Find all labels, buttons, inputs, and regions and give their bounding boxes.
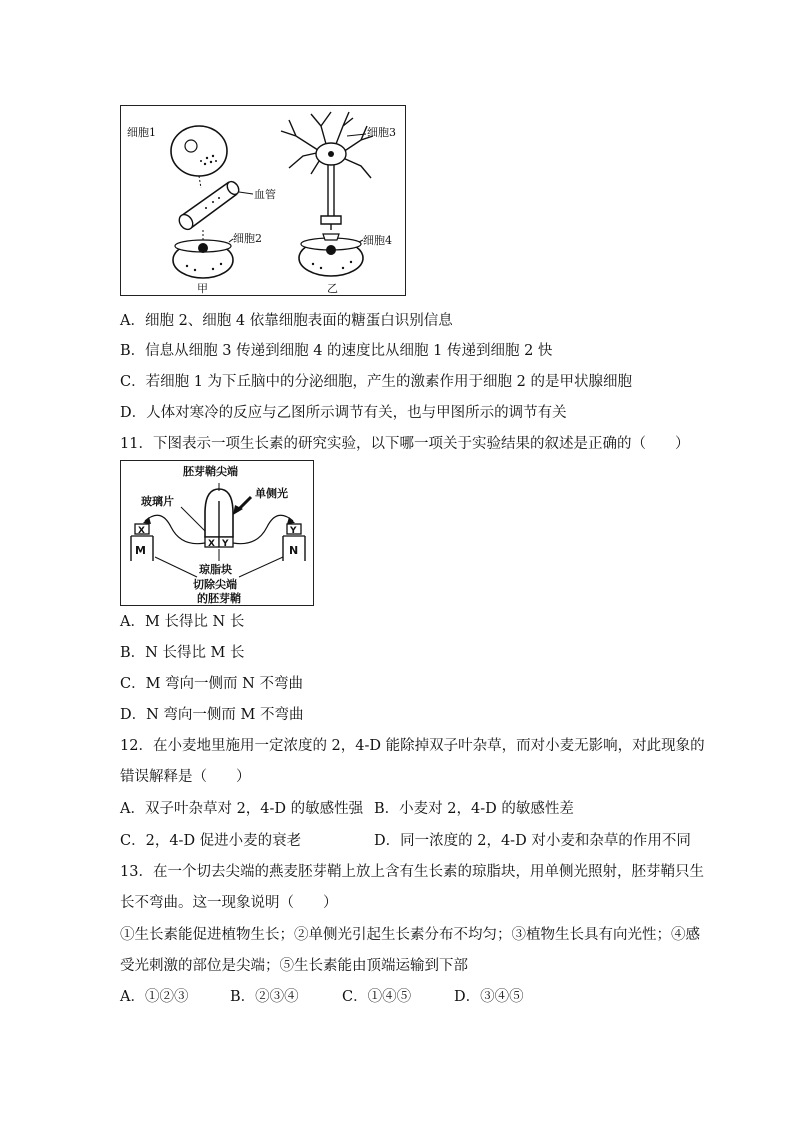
label-coleoptile: 的胚芽鞘 (197, 592, 241, 605)
label-agar: 琼脂块 (199, 563, 232, 576)
q13-option-c: C．①④⑤ (342, 989, 412, 1005)
q10-option-a: A．细胞 2、细胞 4 依靠细胞表面的糖蛋白识别信息 (120, 313, 453, 329)
label-y-right: Y (290, 526, 297, 536)
q13-option-b: B．②③④ (230, 989, 299, 1005)
coleoptile-diagram (121, 461, 313, 605)
cells-diagram (121, 106, 405, 295)
label-cell1: 细胞1 (127, 126, 156, 139)
label-cell3: 细胞3 (367, 126, 396, 139)
figure-coleoptile (120, 460, 314, 606)
q12-option-b: B．小麦对 2，4-D 的敏感性差 (374, 801, 574, 817)
label-cut: 切除尖端 (193, 578, 237, 591)
q12-stem-line2: 错误解释是（ ） (120, 769, 251, 785)
label-vessel: 血管 (254, 188, 276, 201)
label-light: 单侧光 (255, 487, 288, 500)
q13-stem-line2: 长不弯曲。这一现象说明（ ） (120, 895, 338, 911)
label-yi: 乙 (327, 282, 338, 295)
label-glass: 玻璃片 (141, 495, 174, 508)
q11-stem: 11．下图表示一项生长素的研究实验，以下哪一项关于实验结果的叙述是正确的（ ） (120, 436, 690, 452)
figure-cells (120, 105, 406, 296)
q11-option-c: C．M 弯向一侧而 N 不弯曲 (120, 676, 303, 692)
q13-statement-line2: 受光刺激的部位是尖端；⑤生长素能由顶端运输到下部 (120, 958, 468, 974)
label-n: N (289, 544, 299, 557)
label-cell4: 细胞4 (363, 234, 392, 247)
q11-option-a: A．M 长得比 N 长 (120, 614, 245, 630)
coleoptile-n (283, 524, 305, 561)
q12-option-a: A．双子叶杂草对 2，4-D 的敏感性强 (120, 801, 364, 817)
label-tip: 胚芽鞘尖端 (183, 465, 238, 478)
q10-option-b: B．信息从细胞 3 传递到细胞 4 的速度比从细胞 1 传递到细胞 2 快 (120, 343, 553, 359)
label-x-left: X (138, 526, 145, 536)
q13-option-d: D．③④⑤ (454, 989, 524, 1005)
q13-statement-line1: ①生长素能促进植物生长；②单侧光引起生长素分布不均匀；③植物生长具有向光性；④感 (120, 927, 700, 943)
q12-option-c: C．2，4-D 促进小麦的衰老 (120, 833, 302, 849)
q12-stem-line1: 12．在小麦地里施用一定浓度的 2，4-D 能除掉双子叶杂草，而对小麦无影响，对此现象的 (120, 738, 705, 754)
q13-stem-line1: 13．在一个切去尖端的燕麦胚芽鞘上放上含有生长素的琼脂块，用单侧光照射，胚芽鞘只生 (120, 864, 704, 880)
q11-option-d: D．N 弯向一侧而 M 不弯曲 (120, 707, 304, 723)
label-y-center: Y (222, 539, 229, 549)
cell1-shape (171, 126, 227, 176)
label-m: M (135, 544, 146, 557)
q13-option-a: A．①②③ (120, 989, 189, 1005)
q11-option-b: B．N 长得比 M 长 (120, 645, 245, 661)
blood-vessel (176, 179, 241, 232)
coleoptile-m (131, 524, 153, 561)
q10-option-c: C．若细胞 1 为下丘脑中的分泌细胞，产生的激素作用于细胞 2 的是甲状腺细胞 (120, 374, 632, 390)
neuron-cell3 (281, 112, 373, 230)
label-jia: 甲 (197, 282, 208, 295)
label-x-center: X (208, 539, 215, 549)
q10-option-d: D．人体对寒冷的反应与乙图所示调节有关，也与甲图所示的调节有关 (120, 405, 567, 421)
q12-option-d: D．同一浓度的 2，4-D 对小麦和杂草的作用不同 (374, 833, 691, 849)
label-cell2: 细胞2 (233, 232, 262, 245)
